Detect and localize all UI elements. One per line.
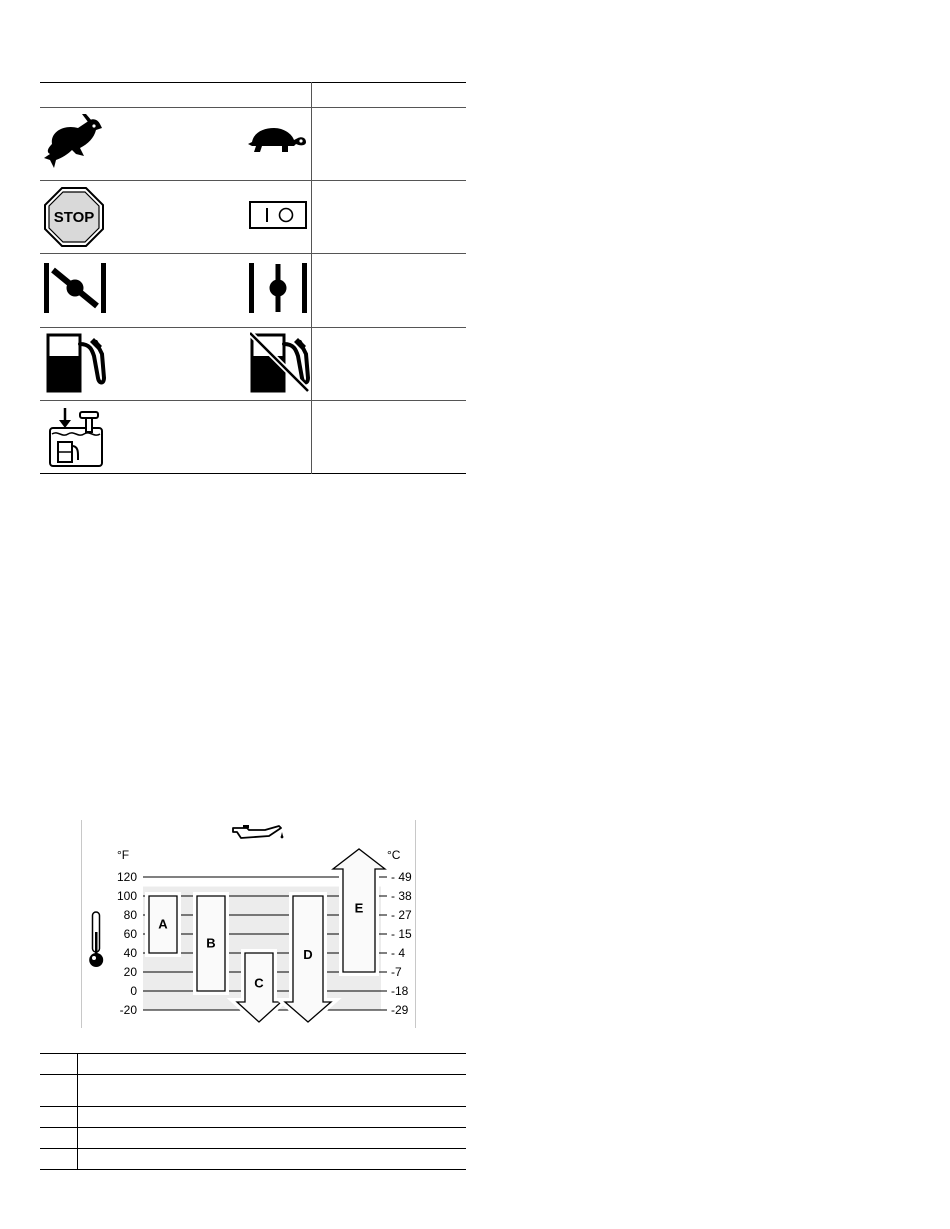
viscosity-legend-table bbox=[40, 1053, 466, 1170]
legend-row-divider bbox=[40, 1148, 466, 1149]
chart-canvas bbox=[81, 820, 416, 1028]
on-off-switch-icon bbox=[249, 201, 307, 229]
fuel-off-icon bbox=[250, 332, 310, 394]
left-tick-label: 0 bbox=[130, 984, 137, 998]
left-tick-label: 120 bbox=[116, 870, 137, 884]
bar-label: E bbox=[354, 900, 364, 916]
table-top-rule bbox=[40, 82, 466, 83]
column-divider bbox=[311, 82, 312, 474]
row-divider bbox=[40, 253, 466, 254]
thermometer-icon bbox=[89, 912, 103, 967]
bar-label: A bbox=[158, 916, 168, 932]
legend-row-divider bbox=[40, 1106, 466, 1107]
turtle-slow-icon bbox=[248, 126, 308, 156]
choke-closed-icon bbox=[43, 262, 107, 314]
right-tick-label: - 15 bbox=[391, 927, 412, 941]
stop-sign-icon bbox=[43, 186, 105, 248]
left-tick-label: 40 bbox=[123, 946, 137, 960]
left-tick-label: 80 bbox=[123, 908, 137, 922]
bar-label: C bbox=[254, 975, 264, 991]
right-tick-label: - 4 bbox=[391, 946, 406, 960]
rabbit-fast-icon bbox=[42, 114, 106, 170]
table-bottom-rule bbox=[40, 473, 466, 474]
stop-sign-label: STOP bbox=[53, 209, 95, 226]
left-tick-label: 20 bbox=[123, 965, 137, 979]
right-tick-label: - 27 bbox=[391, 908, 412, 922]
choke-open-icon bbox=[248, 262, 308, 314]
left-tick-label: 60 bbox=[123, 927, 137, 941]
right-tick-label: -18 bbox=[391, 984, 409, 998]
oil-viscosity-chart bbox=[81, 820, 416, 1028]
row-divider bbox=[40, 327, 466, 328]
celsius-unit-label: °C bbox=[387, 848, 401, 862]
right-tick-label: -29 bbox=[391, 1003, 409, 1017]
left-tick-label: -20 bbox=[119, 1003, 137, 1017]
legend-top-rule bbox=[40, 1053, 466, 1054]
left-tick-label: 100 bbox=[116, 889, 137, 903]
right-tick-label: -7 bbox=[391, 965, 402, 979]
oil-can-icon bbox=[233, 825, 283, 838]
legend-bottom-rule bbox=[40, 1169, 466, 1170]
range-bar-d bbox=[285, 896, 331, 1022]
legend-row-divider bbox=[40, 1127, 466, 1128]
table-header-rule bbox=[40, 107, 466, 108]
symbols-table bbox=[40, 82, 466, 474]
range-bar-e bbox=[333, 849, 385, 972]
right-tick-label: - 49 bbox=[391, 870, 412, 884]
oil-fill-icon bbox=[48, 406, 108, 468]
bar-label: B bbox=[206, 935, 216, 951]
row-divider bbox=[40, 400, 466, 401]
fahrenheit-unit-label: °F bbox=[117, 848, 130, 862]
legend-column-divider bbox=[77, 1053, 78, 1170]
range-bar-a bbox=[149, 896, 177, 953]
range-bar-b bbox=[197, 896, 225, 991]
fuel-icon bbox=[46, 332, 106, 394]
row-divider bbox=[40, 180, 466, 181]
legend-row-divider bbox=[40, 1074, 466, 1075]
bar-label: D bbox=[303, 947, 313, 962]
range-bar-c bbox=[237, 953, 281, 1022]
right-tick-label: - 38 bbox=[391, 889, 412, 903]
